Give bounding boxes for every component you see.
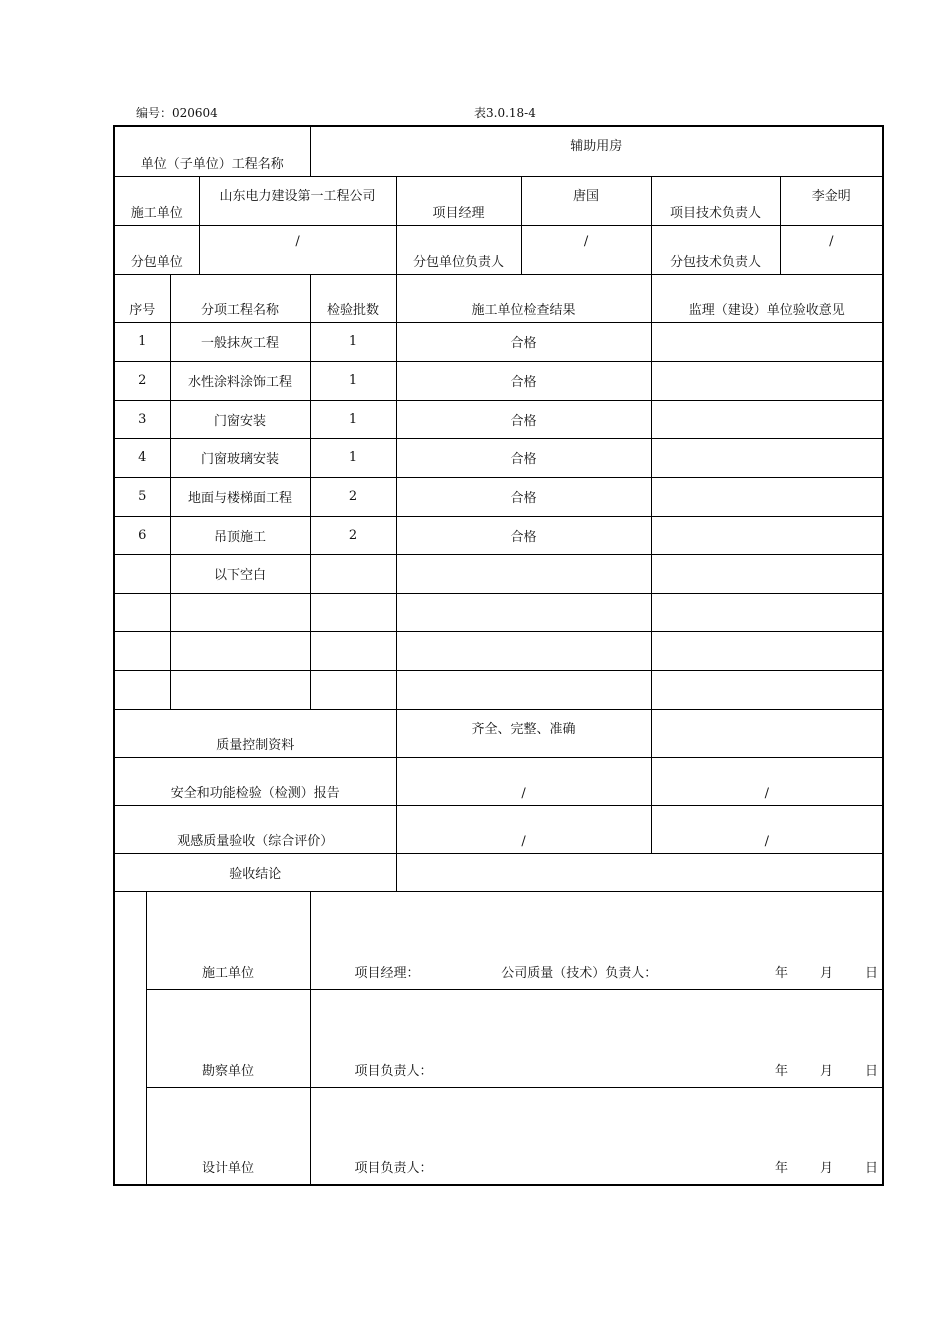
row-seq: 4 — [114, 438, 170, 477]
table-row — [114, 593, 883, 631]
row-batches: 2 — [310, 477, 396, 516]
construction-unit-row — [114, 176, 883, 225]
row-seq — [114, 554, 170, 593]
construction-unit-value: 山东电力建设第一工程公司 — [199, 176, 396, 225]
row-batches: 1 — [310, 400, 396, 438]
row-seq — [114, 593, 170, 631]
row-opinion — [651, 477, 883, 516]
signature-month: 月 — [820, 1063, 834, 1079]
row-opinion — [651, 516, 883, 554]
col-result-header: 施工单位检查结果 — [396, 274, 651, 322]
row-result — [396, 631, 651, 670]
signature-year: 年 — [775, 1161, 789, 1176]
row-name: 地面与楼梯面工程 — [170, 477, 310, 516]
signature-month: 月 — [820, 965, 834, 981]
row-result — [396, 554, 651, 593]
column-header-row — [114, 274, 883, 322]
table-row — [114, 361, 883, 400]
table-row — [114, 438, 883, 477]
table-row — [114, 322, 883, 361]
sub-unit-lead-label: 分包单位负责人 — [396, 225, 521, 274]
signature-year: 年 — [775, 965, 789, 981]
col-batches-header: 检验批数 — [310, 274, 396, 322]
sub-unit-value: / — [199, 225, 396, 274]
signature-month: 月 — [820, 1161, 834, 1176]
row-result: 合格 — [396, 438, 651, 477]
row-name: 水性涂料涂饰工程 — [170, 361, 310, 400]
row-opinion — [651, 361, 883, 400]
row-opinion — [651, 438, 883, 477]
conclusion-label: 验收结论 — [114, 853, 396, 891]
table-row — [114, 554, 883, 593]
form-number: 编号：020604 — [136, 106, 218, 120]
safety-report-label: 安全和功能检验（检测）报告 — [114, 757, 396, 805]
row-opinion — [651, 400, 883, 438]
table-reference: 表3.0.18-4 — [474, 106, 536, 120]
signature-row — [114, 1087, 883, 1185]
row-batches — [310, 670, 396, 709]
signature-detail — [310, 1087, 883, 1185]
row-seq: 6 — [114, 516, 170, 554]
appearance-opinion: / — [651, 805, 883, 853]
row-opinion — [651, 593, 883, 631]
row-name — [170, 593, 310, 631]
row-batches — [310, 593, 396, 631]
signature-day: 日 — [865, 1063, 879, 1079]
signature-day: 日 — [865, 1161, 879, 1176]
conclusion-row — [114, 853, 883, 891]
construction-unit-label: 施工单位 — [114, 176, 199, 225]
signature-row — [114, 989, 883, 1087]
row-name: 一般抹灰工程 — [170, 322, 310, 361]
signature-margin — [114, 891, 146, 1185]
row-opinion — [651, 554, 883, 593]
signature-unit: 勘察单位 — [146, 989, 310, 1087]
row-name — [170, 631, 310, 670]
row-name — [170, 670, 310, 709]
safety-report-result: / — [396, 757, 651, 805]
table-row — [114, 477, 883, 516]
row-opinion — [651, 670, 883, 709]
tech-lead-value: 李金明 — [780, 176, 883, 225]
unit-name-value: 辅助用房 — [310, 126, 883, 176]
row-name: 门窗安装 — [170, 400, 310, 438]
project-manager-label: 项目经理 — [396, 176, 521, 225]
table-row — [114, 631, 883, 670]
appearance-label: 观感质量验收（综合评价） — [114, 805, 396, 853]
appearance-result: / — [396, 805, 651, 853]
row-result: 合格 — [396, 516, 651, 554]
signature-day: 日 — [865, 965, 879, 981]
appearance-row — [114, 805, 883, 853]
row-batches — [310, 631, 396, 670]
quality-docs-opinion — [651, 709, 883, 757]
row-opinion — [651, 631, 883, 670]
sub-tech-lead-value: / — [780, 225, 883, 274]
row-seq: 3 — [114, 400, 170, 438]
signature-detail — [310, 891, 883, 989]
row-result: 合格 — [396, 322, 651, 361]
row-batches — [310, 554, 396, 593]
row-batches: 1 — [310, 438, 396, 477]
signature-extra: 公司质量（技术）负责人： — [501, 965, 658, 981]
subcontract-unit-row — [114, 225, 883, 274]
signature-year: 年 — [775, 1063, 789, 1079]
sub-unit-label: 分包单位 — [114, 225, 199, 274]
quality-docs-label: 质量控制资料 — [114, 709, 396, 757]
sub-tech-lead-label: 分包技术负责人 — [651, 225, 780, 274]
row-name: 吊顶施工 — [170, 516, 310, 554]
row-batches: 1 — [310, 322, 396, 361]
row-opinion — [651, 322, 883, 361]
conclusion-value — [396, 853, 883, 891]
col-seq-header: 序号 — [114, 274, 170, 322]
table-row — [114, 400, 883, 438]
quality-docs-row — [114, 709, 883, 757]
row-batches: 2 — [310, 516, 396, 554]
row-name: 以下空白 — [170, 554, 310, 593]
signature-role: 项目经理： — [354, 965, 420, 981]
project-name-row — [114, 126, 883, 176]
safety-report-opinion: / — [651, 757, 883, 805]
row-batches: 1 — [310, 361, 396, 400]
row-result — [396, 670, 651, 709]
row-seq: 1 — [114, 322, 170, 361]
signature-unit: 施工单位 — [146, 891, 310, 989]
row-name: 门窗玻璃安装 — [170, 438, 310, 477]
signature-unit: 设计单位 — [146, 1087, 310, 1185]
row-seq: 5 — [114, 477, 170, 516]
project-manager-value: 唐国 — [521, 176, 651, 225]
col-opinion-header: 监理（建设）单位验收意见 — [651, 274, 883, 322]
row-result: 合格 — [396, 477, 651, 516]
row-result: 合格 — [396, 361, 651, 400]
row-seq — [114, 670, 170, 709]
signature-role: 项目负责人： — [354, 1161, 433, 1176]
table-row — [114, 670, 883, 709]
signature-role: 项目负责人： — [354, 1063, 433, 1079]
unit-name-label: 单位（子单位）工程名称 — [114, 126, 310, 176]
row-seq — [114, 631, 170, 670]
row-seq: 2 — [114, 361, 170, 400]
col-name-header: 分项工程名称 — [170, 274, 310, 322]
row-result: 合格 — [396, 400, 651, 438]
acceptance-form-table — [113, 125, 884, 1186]
sub-unit-lead-value: / — [521, 225, 651, 274]
safety-report-row — [114, 757, 883, 805]
table-row — [114, 516, 883, 554]
signature-detail — [310, 989, 883, 1087]
row-result — [396, 593, 651, 631]
quality-docs-result: 齐全、完整、准确 — [396, 709, 651, 757]
tech-lead-label: 项目技术负责人 — [651, 176, 780, 225]
signature-row — [114, 891, 883, 989]
